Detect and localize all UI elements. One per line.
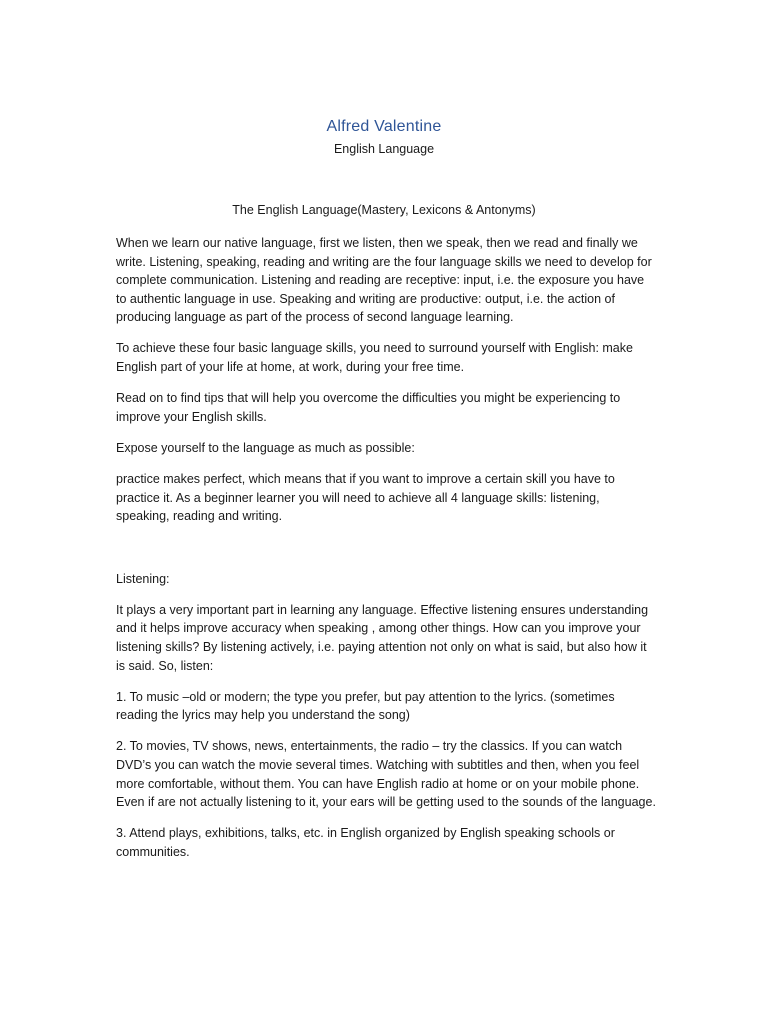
author-name: Alfred Valentine <box>326 118 442 135</box>
document-body <box>116 234 656 874</box>
paragraph-practice: practice makes perfect, which means that if you want to improve a certain skill you have to practice it. As a beginner learner you will need to achieve all 4 language skills: listening, speaking, reading and writing. <box>116 471 615 524</box>
section-heading-listening: Listening: <box>116 571 170 586</box>
paragraph-intro: When we learn our native language, first we listen, then we speak, then we read and finally we write. Listening, speaking, reading and writing are the four language skills we need to develop for complete communication. Listening and reading are receptive: input, i.e. the exposure you have to authentic language in use. Speaking and writing are productive: output, i.e. the action of producing language as part of the process of second language learning. <box>116 236 652 325</box>
document-subtitle: English Language <box>333 142 435 156</box>
list-item-music: 1. To music –old or modern; the type you prefer, but pay attention to the lyrics. (sometimes reading the lyrics may help you understand the song) <box>116 689 615 723</box>
paragraph-expose: Expose yourself to the language as much as possible: <box>116 440 415 455</box>
document-title: The English Language(Mastery, Lexicons & Antonyms) <box>232 203 536 217</box>
paragraph-read-on: Read on to find tips that will help you overcome the difficulties you might be experiencing to improve your English skills. <box>116 391 621 424</box>
paragraph-achieve: To achieve these four basic language skills, you need to surround yourself with English: make English part of your life at home, at work, during your free time. <box>116 341 633 375</box>
paragraph-listening: It plays a very important part in learning any language. Effective listening ensures understanding and it helps improve accuracy when speaking , among other things. How can you improve your listening skills? By listening actively, i.e. paying attention not only on what is said, but also how it is said. So, listen: <box>116 602 649 673</box>
list-item-movies: 2. To movies, TV shows, news, entertainments, the radio – try the classics. If you can watch DVD’s you can watch the movie several times. Watching with subtitles and then, when you feel more comfortable, without them. You can have English radio at home or on your mobile phone. Even if are not actually listening to it, your ears will be getting used to the sounds of the language. <box>116 739 656 810</box>
list-item-plays: 3. Attend plays, exhibitions, talks, etc. in English organized by English speaking schools or communities. <box>116 826 615 859</box>
